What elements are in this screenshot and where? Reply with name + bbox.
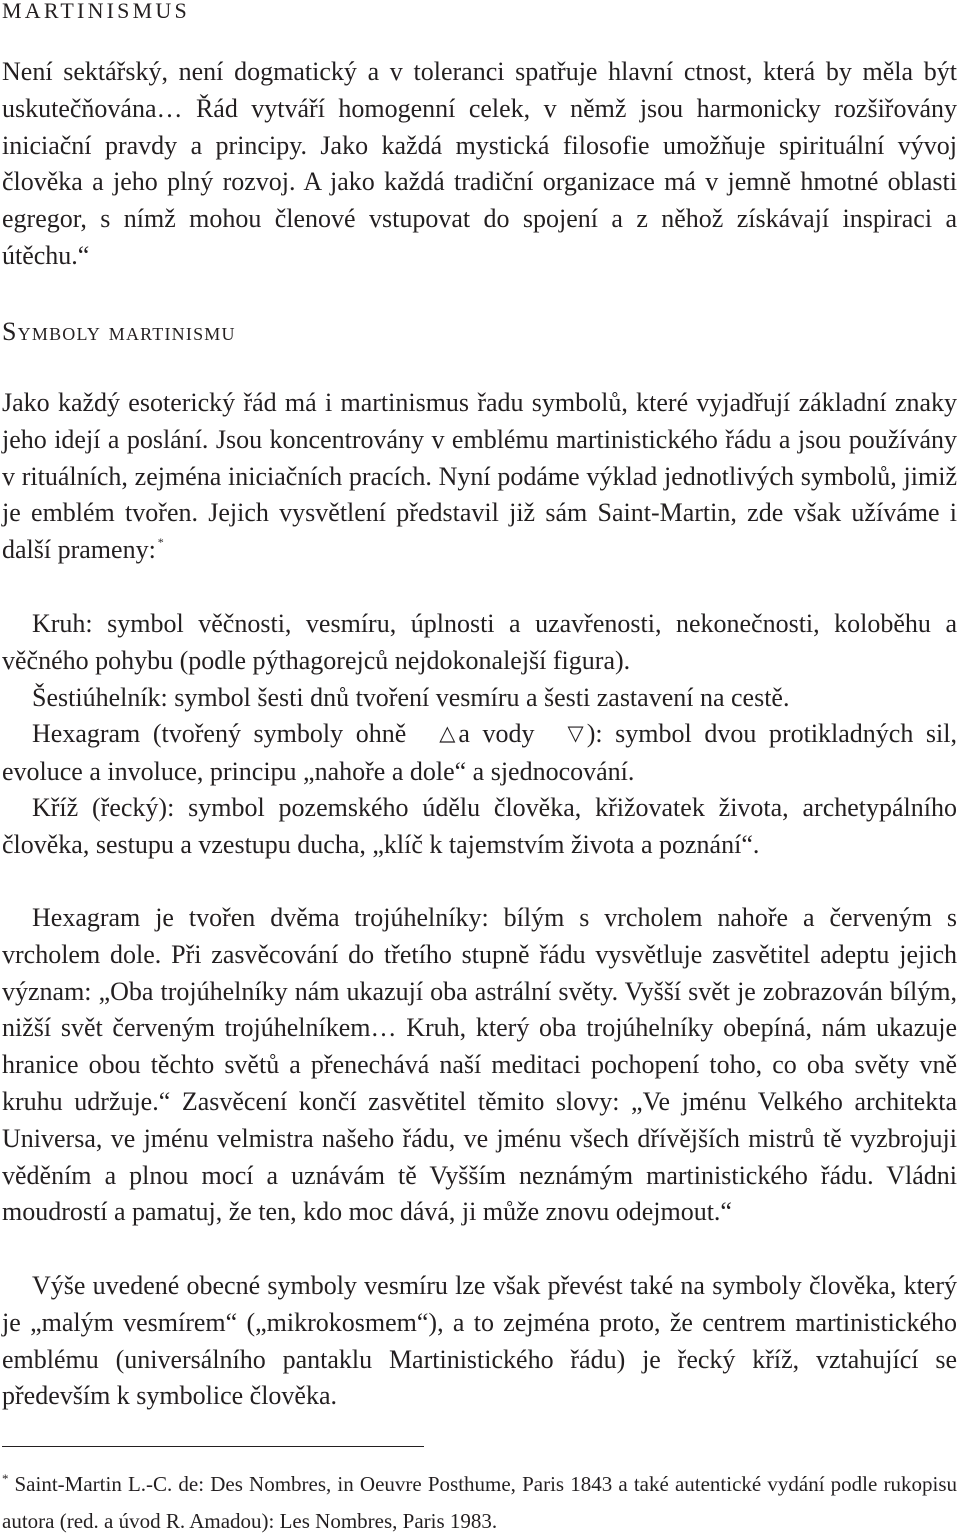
paragraph-microcosm: Výše uvedené obecné symboly vesmíru lze však převést také na symboly člověka, který je „malým vesmírem“ („mikrokosmem“), a to zejména proto, že centrem martinistického emblému (universálního pantaklu Martinistického řádu) je řecký kříž, vztahující se především k symbolice člověka.	[2, 1271, 957, 1411]
footnote-divider	[2, 1446, 424, 1447]
paragraph-circle: Kruh: symbol věčnosti, vesmíru, úplnosti a uzavřenosti, nekonečnosti, koloběhu a věčného pohybu (podle pýthagorejců nejdokonalejší figura).	[2, 609, 957, 675]
hexagram-text-middle: a vody	[458, 719, 535, 748]
paragraph-hexagram	[2, 716, 957, 791]
paragraph-symbols-intro-text: Jako každý esoterický řád má i martinismus řadu symbolů, které vyjadřují základní znaky jeho idejí a poslání. Jsou koncentrovány v emblému martinistického řádu a jsou používány v rituálních, zejména iniciačních pracích. Nyní podáme výklad jednotlivých symbolů, jimiž je emblém tvořen. Jejich vysvětlení představil již sám Saint-Martin, zde však užíváme i další prameny:	[2, 388, 957, 565]
section-heading: Symboly martinismu	[2, 317, 236, 346]
paragraph-hexagon: Šestiúhelník: symbol šesti dnů tvoření vesmíru a šesti zastavení na cestě.	[32, 683, 790, 712]
footnote-reference: *	[157, 535, 164, 550]
paragraph-cross: Kříž (řecký): symbol pozemského údělu člověka, křižovatek života, archetypálního člověka, sestupu a vzestupu ducha, „klíč k tajemstvím života a poznání“.	[2, 793, 957, 859]
footnote	[2, 1467, 957, 1538]
paragraph-initiation: Hexagram je tvořen dvěma trojúhelníky: bílým s vrcholem nahoře a červeným s vrcholem dole. Při zasvěcování do třetího stupně řádu vysvětluje zasvětitel adeptu jejich význam: „Oba trojúhelníky nám ukazují oba astrální světy. Vyšší svět je zobrazován bílým, nižší svět červeným trojúhelníkem… Kruh, který oba trojúhelníky obepíná, nám ukazuje hranice obou těchto světů a přenechává naší meditaci pochopení toho, co oba světy vně kruhu udržuje.“ Zasvěcení končí zasvětitel těmito slovy: „Ve jménu Velkého architekta Universa, ve jménu velmistra našeho řádu, ve jménu všech dřívějších mistrů tě vyzbrojuji věděním a plnou mocí a uznávám tě Vyšším neznámým martinistického řádu. Vládni moudrostí a pamatuj, že ten, kdo moc dává, ji může znovu odejmout.“	[2, 903, 957, 1227]
footnote-text: Saint-Martin L.-C. de: Des Nombres, in Oeuvre Posthume, Paris 1843 a také autentické vydání podle rukopisu autora (red. a úvod R. Amadou): Les Nombres, Paris 1983.	[2, 1472, 957, 1533]
hexagram-text-start: Hexagram (tvořený symboly ohně	[32, 719, 407, 748]
paragraph-symbols-intro	[2, 385, 957, 569]
running-head-title: MARTINISMUS	[2, 0, 190, 23]
water-triangle-icon: ▽	[567, 721, 584, 745]
paragraph-quote-end: Není sektářský, není dogmatický a v toleranci spatřuje hlavní ctnost, která by měla být uskutečňována… Řád vytváří homogenní celek, v němž jsou harmonicky rozšiřovány iniciační pravdy a principy. Jako každá mystická filosofie umožňuje spirituální vývoj člověka a jeho plný rozvoj. A jako každá tradiční organizace má v jemně hmotné oblasti egregor, s nímž mohou členové vstupovat do spojení a z něhož získávají inspiraci a útěchu.“	[2, 57, 957, 270]
hexagram-text-end: ): symbol dvou protikladných sil, evoluce a involuce, principu „nahoře a dole“ a sjednocování.	[2, 719, 957, 786]
fire-triangle-icon: △	[439, 721, 456, 745]
footnote-mark: *	[2, 1471, 9, 1486]
